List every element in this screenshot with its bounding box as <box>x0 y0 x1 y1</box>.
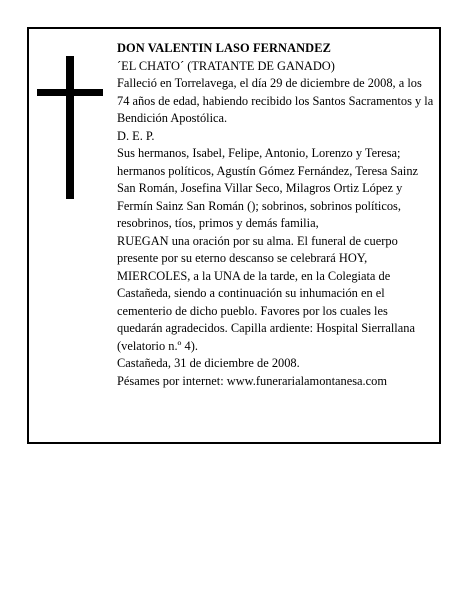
notice-text <box>117 40 435 390</box>
place-date: Castañeda, 31 de diciembre de 2008. <box>117 356 300 370</box>
latin-cross-icon <box>37 56 103 199</box>
deceased-name: DON VALENTIN LASO FERNANDEZ <box>117 41 331 55</box>
death-announcement: Falleció en Torrelavega, el día 29 de diciembre de 2008, a los 74 años de edad, habiendo recibido los Santos Sacramentos y la Bendición Apostólica. <box>117 76 434 125</box>
dep-line: D. E. P. <box>117 128 155 143</box>
deceased-nickname: ´EL CHATO´ (TRATANTE DE GANADO) <box>117 58 335 73</box>
cross-vertical-bar <box>66 56 74 199</box>
funeral-request: RUEGAN una oración por su alma. El funeral de cuerpo presente por su eterno descanso se celebrará HOY, MIERCOLES, a la UNA de la tarde, en la Colegiata de Castañeda, siendo a continuación su inhumación en el cementerio de dicho pueblo. Favores por los cuales les quedarán agradecidos. Capilla ardiente: Hospital Sierrallana (velatorio n.º 4). <box>117 233 415 353</box>
cross-horizontal-bar <box>37 89 103 96</box>
condolences-line: Pésames por internet: www.funerarialamontanesa.com <box>117 373 387 388</box>
obituary-notice <box>27 27 441 444</box>
family-list: Sus hermanos, Isabel, Felipe, Antonio, Lorenzo y Teresa; hermanos políticos, Agustín Gómez Fernández, Teresa Sainz San Román, Josefina Villar Seco, Milagros Ortiz López y Fermín Sainz San Román (); sobrinos, sobrinos políticos, resobrinos, tíos, primos y demás familia, <box>117 146 419 230</box>
